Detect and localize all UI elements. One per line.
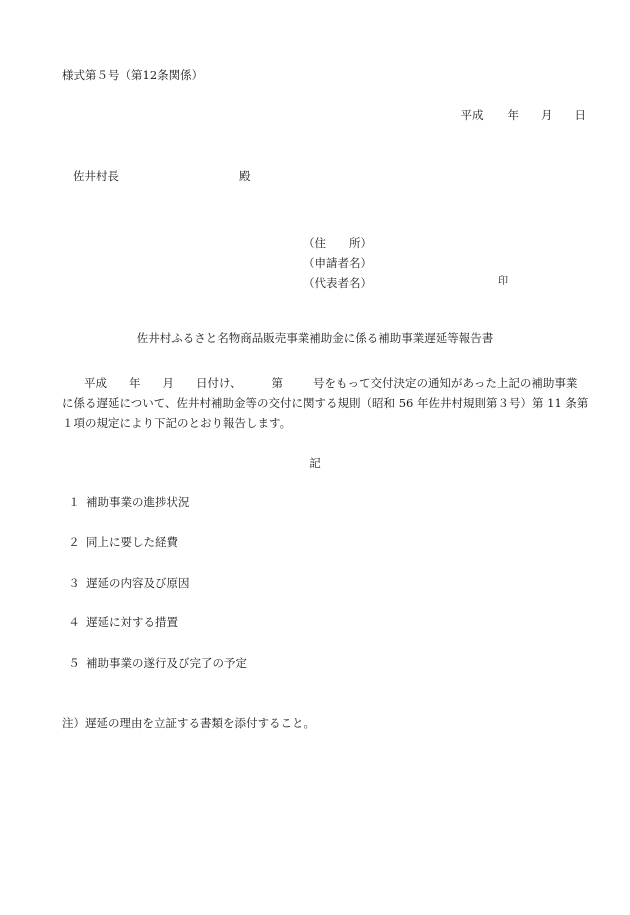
- date-day-unit: 日: [574, 108, 586, 122]
- list-item: [62, 497, 190, 509]
- applicant-address-label: （住 所）: [303, 236, 372, 250]
- list-item-number: ３: [68, 576, 80, 590]
- applicant-block: [303, 233, 508, 293]
- list-item-number: ４: [68, 615, 80, 629]
- list-item-text: 遅延に対する措置: [86, 615, 178, 629]
- body-paragraph: [62, 373, 594, 433]
- body-line-3: １項の規定により下記のとおり報告します。: [62, 416, 292, 430]
- body-year-unit: 年: [129, 376, 141, 390]
- representative-row: [303, 273, 508, 293]
- date-month-unit: 月: [541, 108, 553, 122]
- seal-mark-icon: 印: [498, 276, 508, 287]
- list-item-text: 同上に要した経費: [86, 535, 178, 549]
- body-era: 平成: [84, 376, 107, 390]
- list-item-text: 補助事業の遂行及び完了の予定: [86, 656, 247, 670]
- addressee-honorific: 殿: [239, 169, 251, 183]
- date-line: [461, 110, 587, 122]
- date-year-unit: 年: [507, 108, 519, 122]
- list-item-number: ５: [68, 656, 80, 670]
- applicant-name-label: （申請者名）: [303, 256, 372, 270]
- list-item-text: 補助事業の進捗状況: [86, 495, 190, 509]
- body-month-unit: 月: [162, 376, 174, 390]
- form-number: 様式第５号（第12条関係）: [62, 68, 204, 82]
- note: 注）遅延の理由を立証する書類を添付すること。: [62, 716, 315, 730]
- list-item: [62, 617, 178, 629]
- body-line-1: [62, 373, 594, 393]
- representative-label: （代表者名）: [303, 276, 372, 290]
- addressee: [73, 171, 251, 183]
- date-era: 平成: [460, 108, 484, 122]
- document-title: 佐井村ふるさと名物商品販売事業補助金に係る補助事業遅延等報告書: [136, 331, 494, 345]
- list-item: [62, 537, 178, 549]
- list-item: [62, 658, 247, 670]
- body-dai: 第: [271, 376, 284, 390]
- ki-heading: 記: [309, 456, 321, 470]
- body-line-1-rest: 号をもって交付決定の通知があった上記の補助事業: [313, 376, 578, 390]
- list-item-number: １: [68, 495, 80, 509]
- list-item: [62, 578, 190, 590]
- addressee-name: 佐井村長: [73, 169, 119, 183]
- list-item-number: ２: [68, 535, 80, 549]
- body-line-2: に係る遅延について、佐井村補助金等の交付に関する規則（昭和 56 年佐井村規則第３号）第 11 条第: [62, 396, 589, 410]
- list-item-text: 遅延の内容及び原因: [86, 576, 190, 590]
- body-date-suffix: 日付け、: [196, 376, 242, 390]
